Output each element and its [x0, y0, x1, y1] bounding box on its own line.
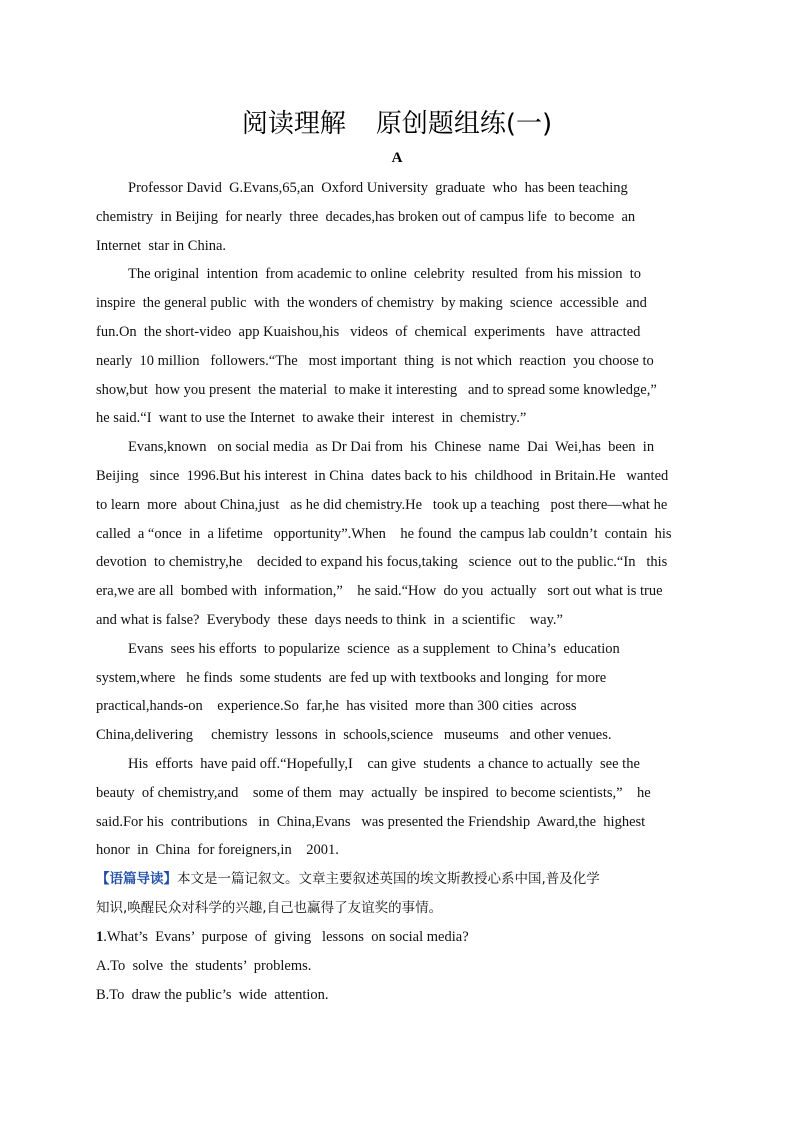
page-title: [0, 103, 794, 140]
passage-line: nearly 10 million followers.“The most important thing is not which reaction you choose to: [96, 353, 654, 369]
passage-guide: [96, 869, 600, 889]
guide-text-line2: 知识,唤醒民众对科学的兴趣,自己也赢得了友谊奖的事情。: [96, 900, 443, 916]
passage-line: system,where he finds some students are fed up with textbooks and longing for more: [96, 670, 607, 686]
question-1: [96, 927, 469, 947]
title-part-reading: 阅读理解: [241, 109, 346, 139]
passage-line: China,delivering chemistry lessons in schools,science museums and other venues.: [96, 727, 612, 743]
passage-line: said.For his contributions in China,Evans was presented the Friendship Award,the highest: [96, 814, 646, 830]
passage-line: devotion to chemistry,he decided to expand his focus,taking science out to the public.“In this: [96, 554, 668, 570]
passage-line: to learn more about China,just as he did chemistry.He took up a teaching post there—what he: [96, 497, 668, 513]
passage-line: era,we are all bombed with information,” he said.“How do you actually sort out what is true: [96, 583, 663, 599]
question-text: .What’s Evans’ purpose of giving lessons on social media?: [103, 929, 469, 945]
passage-line: inspire the general public with the wonders of chemistry by making science accessible and: [96, 295, 647, 311]
option-b: B.To draw the public’s wide attention.: [96, 987, 329, 1003]
passage-line: he said.“I want to use the Internet to awake their interest in chemistry.”: [96, 410, 527, 426]
passage-line: show,but how you present the material to make it interesting and to spread some knowledge,”: [96, 382, 657, 398]
question-number: 1: [96, 929, 104, 945]
section-label: A: [391, 150, 403, 166]
guide-text-line1: 本文是一篇记叙文。文章主要叙述英国的埃文斯教授心系中国,普及化学: [177, 871, 600, 887]
passage-line: Beijing since 1996.But his interest in China dates back to his childhood in Britain.He wanted: [96, 468, 669, 484]
passage-line: fun.On the short-video app Kuaishou,his videos of chemical experiments have attracted: [96, 324, 641, 340]
passage-line: His efforts have paid off.“Hopefully,I can give students a chance to actually see the: [128, 756, 640, 772]
passage-line: chemistry in Beijing for nearly three decades,has broken out of campus life to become an: [96, 209, 636, 225]
title-part-exercise: 原创题组练(一): [375, 109, 553, 139]
passage-line: The original intention from academic to online celebrity resulted from his mission to: [128, 266, 642, 282]
passage-line: honor in China for foreigners,in 2001.: [96, 842, 339, 858]
passage-line: called a “once in a lifetime opportunity”.When he found the campus lab couldn’t contain his: [96, 526, 672, 542]
passage-line: Professor David G.Evans,65,an Oxford University graduate who has been teaching: [128, 180, 628, 196]
passage-line: Internet star in China.: [96, 238, 227, 254]
passage-line: Evans,known on social media as Dr Dai from his Chinese name Dai Wei,has been in: [128, 439, 655, 455]
passage-line: and what is false? Everybody these days needs to think in a scientific way.”: [96, 612, 563, 628]
passage-line: practical,hands-on experience.So far,he has visited more than 300 cities across: [96, 698, 577, 714]
passage-line: Evans sees his efforts to popularize science as a supplement to China’s education: [128, 641, 620, 657]
guide-tag: 【语篇导读】: [96, 871, 177, 887]
passage-line: beauty of chemistry,and some of them may actually be inspired to become scientists,” he: [96, 785, 651, 801]
option-a: A.To solve the students’ problems.: [96, 958, 312, 974]
